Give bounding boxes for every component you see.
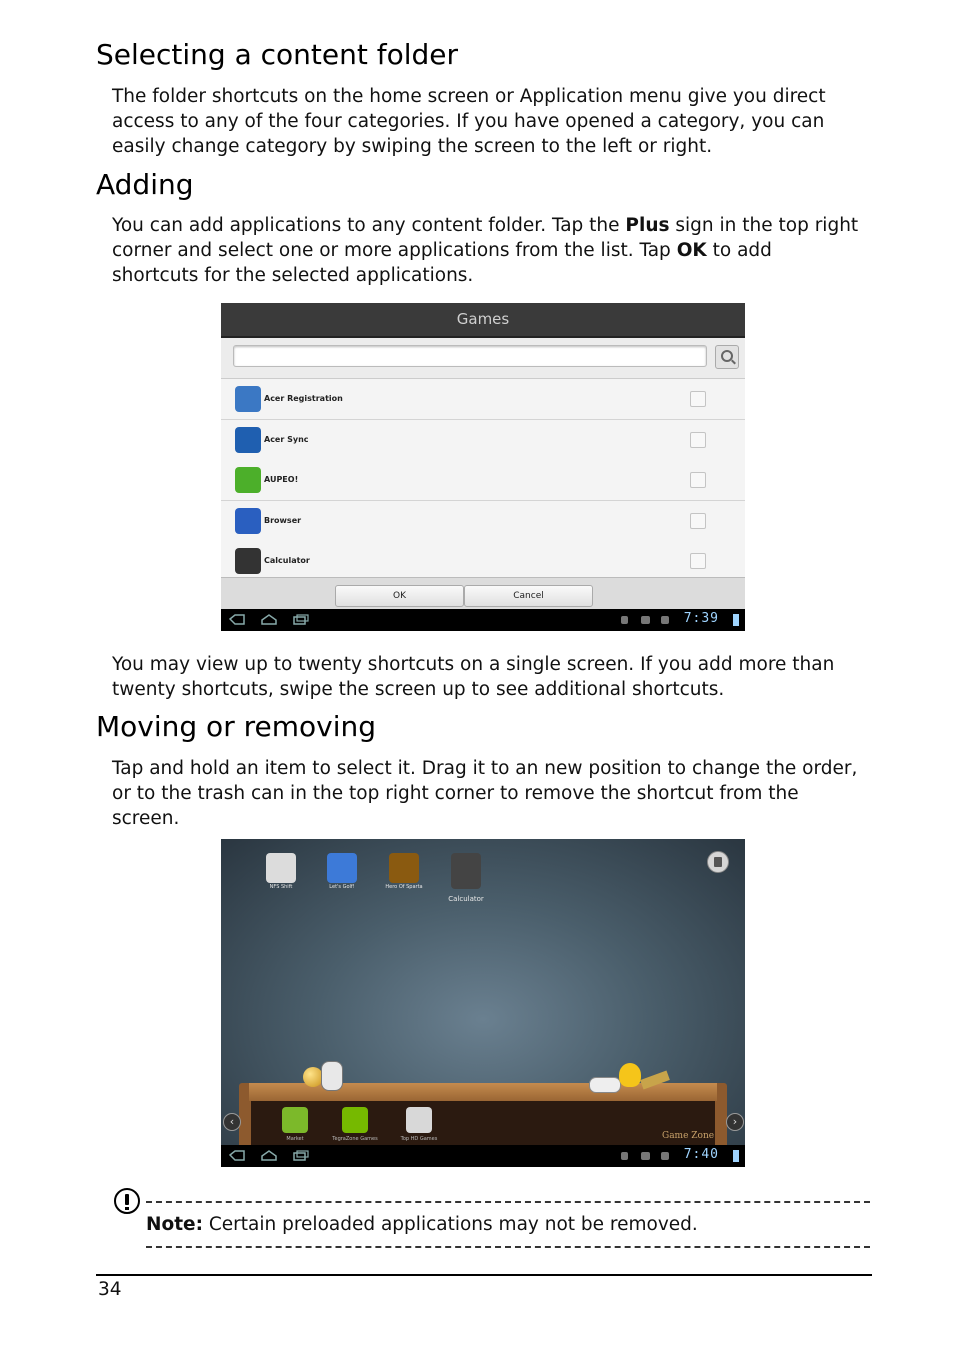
games-dialog-screenshot <box>221 303 745 631</box>
app-checkbox[interactable] <box>690 391 706 407</box>
app-list-item[interactable] <box>221 420 745 461</box>
lets-golf-icon[interactable] <box>327 853 357 883</box>
section-title-selecting: Selecting a content folder <box>96 38 459 71</box>
keyword-plus: Plus <box>625 215 670 236</box>
home-icon[interactable] <box>261 614 277 625</box>
app-checkbox[interactable] <box>690 432 706 448</box>
aupeo-icon <box>235 467 261 493</box>
app-label: Browser <box>264 515 302 525</box>
dialog-button-bar <box>221 577 745 610</box>
app-list-item[interactable] <box>221 379 745 420</box>
back-icon[interactable] <box>229 1150 245 1161</box>
registration-icon <box>235 386 261 412</box>
exclamation-icon <box>114 1188 140 1214</box>
app-label: Let's Golf! <box>329 884 355 890</box>
shelf-app-label: TegraZone Games <box>332 1136 378 1142</box>
app-checkbox[interactable] <box>690 472 706 488</box>
adding-text-2: sign in the top right corner and select one or more applications from the list. Tap <box>112 215 859 261</box>
shelf-app-label: Top HD Games <box>400 1136 438 1142</box>
ok-button[interactable]: OK <box>335 585 464 607</box>
app-label: Acer Registration <box>264 394 343 403</box>
shelf-title: Game Zone <box>662 1131 715 1141</box>
app-checkbox[interactable] <box>690 513 706 529</box>
sd-card-icon <box>661 616 669 624</box>
note-bottom-divider <box>146 1246 870 1248</box>
shelf-app-label: Market <box>286 1136 304 1142</box>
status-clock: 7:40 <box>683 1147 719 1162</box>
selecting-paragraph: The folder shortcuts on the home screen or Application menu give you direct access to any of the four categories. If you have opened a category, you can easily change category by swiping the screen to the left or right. <box>112 86 826 157</box>
android-status-icon <box>621 1152 628 1160</box>
app-label: Calculator <box>264 556 310 565</box>
shelf-left-arrow[interactable]: ‹ <box>223 1113 241 1131</box>
search-input[interactable] <box>233 345 707 367</box>
note-top-divider <box>146 1201 870 1203</box>
app-label: AUPEO! <box>264 475 299 484</box>
system-nav-bar-2 <box>221 1145 745 1167</box>
back-icon[interactable] <box>229 614 245 625</box>
page-number: 34 <box>98 1279 122 1300</box>
status-clock: 7:39 <box>683 611 719 626</box>
hero-of-sparta-icon[interactable] <box>389 853 419 883</box>
recent-apps-icon[interactable] <box>293 614 309 625</box>
trash-icon[interactable] <box>707 851 729 873</box>
footer-rule <box>96 1274 872 1276</box>
search-icon <box>721 350 733 362</box>
top-hd-games-icon[interactable] <box>406 1107 432 1133</box>
battery-icon <box>733 614 739 626</box>
search-row <box>221 338 745 379</box>
mail-icon <box>641 1152 650 1160</box>
app-list-item[interactable] <box>221 460 745 501</box>
tegrazone-icon[interactable] <box>342 1107 368 1133</box>
battery-icon <box>733 1150 739 1162</box>
section-title-adding: Adding <box>96 168 194 201</box>
moving-paragraph: Tap and hold an item to select it. Drag it to an new position to change the order, or to the trash can in the top right corner to remove the shortcut from the screen. <box>112 758 858 829</box>
section-title-moving: Moving or removing <box>96 710 376 743</box>
adding-text-1: You can add applications to any content folder. Tap the <box>112 215 626 236</box>
app-label: NFS Shift <box>269 884 293 890</box>
note-paragraph <box>146 1212 698 1237</box>
sd-card-icon <box>661 1152 669 1160</box>
cancel-button[interactable]: Cancel <box>464 585 593 607</box>
gamepad-toy <box>589 1077 621 1093</box>
calculator-icon[interactable] <box>451 853 481 889</box>
nfs-shift-icon[interactable] <box>266 853 296 883</box>
note-text: Certain preloaded applications may not be removed. <box>202 1214 698 1235</box>
duck-toy <box>619 1063 641 1087</box>
robot-toy <box>321 1061 343 1091</box>
app-label: Calculator <box>448 895 484 903</box>
android-status-icon <box>621 616 628 624</box>
home-icon[interactable] <box>261 1150 277 1161</box>
gold-ball-toy <box>303 1067 323 1087</box>
sync-icon <box>235 427 261 453</box>
shelf-right-arrow[interactable]: › <box>726 1113 744 1131</box>
keyword-ok: OK <box>676 240 707 261</box>
recent-apps-icon[interactable] <box>293 1150 309 1161</box>
app-checkbox[interactable] <box>690 553 706 569</box>
app-list-item[interactable] <box>221 501 745 542</box>
search-button[interactable] <box>715 345 739 369</box>
app-list-item[interactable] <box>221 541 745 582</box>
calculator-icon <box>235 548 261 574</box>
shortcuts-limit-paragraph: You may view up to twenty shortcuts on a single screen. If you add more than twenty shortcuts, swipe the screen up to see additional shortcuts. <box>112 654 835 700</box>
dialog-title: Games <box>221 303 745 338</box>
game-zone-screenshot <box>221 839 745 1167</box>
market-icon[interactable] <box>282 1107 308 1133</box>
adding-text-3: to add shortcuts for the selected applications. <box>112 240 772 286</box>
app-label: Acer Sync <box>264 434 309 444</box>
adding-paragraph <box>112 213 862 288</box>
mail-icon <box>641 616 650 624</box>
app-label: Hero Of Sparta <box>385 884 423 890</box>
system-nav-bar <box>221 609 745 631</box>
globe-icon <box>235 508 261 534</box>
note-label: Note: <box>146 1214 203 1235</box>
